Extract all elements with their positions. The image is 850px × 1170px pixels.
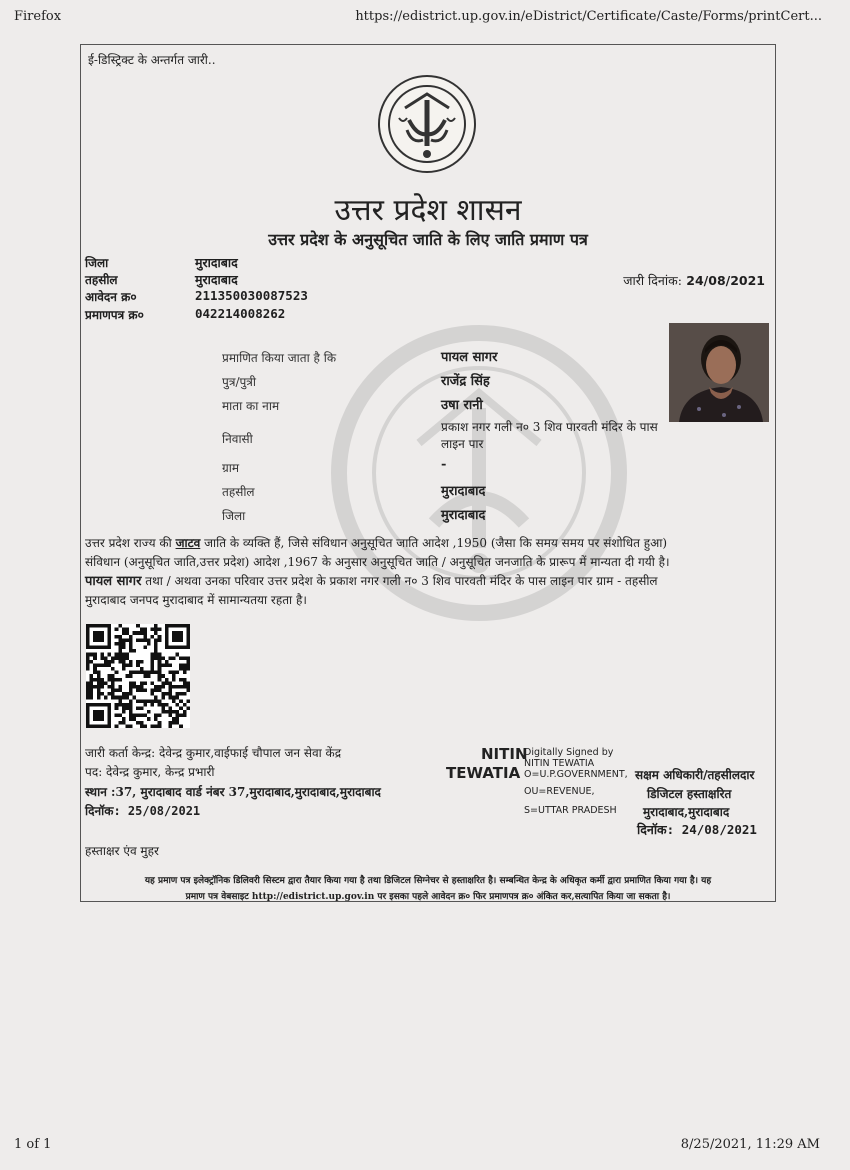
signature-org: O=U.P.GOVERNMENT, [524, 769, 628, 780]
signature-ou: OU=REVENUE, [524, 786, 595, 797]
certificate-statement [85, 534, 771, 610]
issued-under-edistrict: ई-डिस्ट्रिक्ट के अन्तर्गत जारी.. [88, 53, 216, 67]
village-value: - [441, 457, 447, 472]
detail-district-label: जिला [222, 509, 246, 523]
statement-line-4: मुरादाबाद जनपद मुरादाबाद में सामान्यतया रहता है। [85, 593, 307, 607]
application-no-label: आवेदन क्र० [85, 290, 137, 304]
signer-name-line1: NITIN [481, 745, 528, 763]
issue-date-value: 24/08/2021 [686, 273, 765, 288]
mother-name: उषा रानी [441, 398, 483, 413]
district-label: जिला [85, 256, 109, 270]
issuing-centre: जारी कर्ता केन्द्र: देवेन्द्र कुमार,वाईफाई चौपाल जन सेवा केंद्र [85, 746, 342, 760]
digital-sign-label: डिजिटल हस्ताक्षरित [647, 787, 732, 801]
village-label: ग्राम [222, 461, 240, 475]
meta-tehsil-label: तहसील [85, 273, 118, 287]
detail-tehsil-label: तहसील [222, 485, 255, 499]
certificate-no-value: 042214008262 [195, 306, 286, 321]
detail-tehsil-value: मुरादाबाद [441, 484, 486, 499]
certificate-subtitle: उत्तर प्रदेश के अनुसूचित जाति के लिए जाति प्रमाण पत्र [268, 230, 588, 249]
signed-name: NITIN TEWATIA [524, 758, 595, 769]
signature-state: S=UTTAR PRADESH [524, 805, 617, 816]
statement-line-2: संविधान (अनुसूचित जाति,उत्तर प्रदेश) आदेश ,1967 के अनुसार अनुसूचित जाति / अनुसूचित जनजाति के प्रारूप में मान्यता दी गयी है। [85, 555, 670, 569]
applicant-name: पायल सागर [441, 350, 498, 365]
statement-applicant-name: पायल सागर [85, 574, 142, 589]
certificate-no-label: प्रमाणपत्र क्र० [85, 308, 144, 322]
application-no-value: 211350030087523 [195, 288, 308, 303]
up-government-emblem-icon [377, 74, 477, 174]
issuer-date: दिनॉक: 25/08/2021 [85, 804, 201, 818]
officer-place: मुरादाबाद,मुरादाबाद [643, 805, 730, 819]
mother-label: माता का नाम [222, 399, 280, 413]
meta-tehsil-value: मुरादाबाद [195, 272, 238, 287]
applicant-portrait-icon [669, 323, 769, 422]
page-url: https://edistrict.up.gov.in/eDistrict/Certificate/Caste/Forms/printCert... [355, 9, 822, 24]
father-name: राजेंद्र सिंह [441, 374, 490, 389]
detail-district-value: मुरादाबाद [441, 508, 486, 523]
certify-label: प्रमाणित किया जाता है कि [222, 351, 337, 365]
relation-label: पुत्र/पुत्री [222, 375, 257, 389]
print-timestamp: 8/25/2021, 11:29 AM [680, 1137, 820, 1152]
qr-code-icon [86, 624, 190, 728]
applicant-photo [669, 323, 769, 422]
verification-note-line-2: प्रमाण पत्र वेबसाइट http://edistrict.up.gov.in पर इसका पहले आवेदन क्र० फिर प्रमाणपत्र क्र० अंकित कर,सत्यापित किया जा सकता है। [185, 892, 671, 902]
verification-note [91, 873, 765, 902]
residence-address: प्रकाश नगर गली न० 3 शिव पारवती मंदिर के पास लाइन पार [441, 420, 658, 451]
issuer-post: पद: देवेन्द्र कुमार, केन्द्र प्रभारी [85, 765, 215, 779]
signature-and-seal-note: हस्ताक्षर एंव मुहर [85, 844, 159, 858]
verification-note-line-1: यह प्रमाण पत्र इलेक्ट्रॉनिक डिलिवरी सिस्टम द्वारा तैयार किया गया है तथा डिजिटल सिग्नेचर से हस्ताक्षरित है। सम्बन्धित केन्द्र के अधिकृत कर्मी द्वारा प्रमाणित किया गया है। यह [144, 876, 712, 886]
issuer-place: स्थान :37, मुरादाबाद वार्ड नंबर 37,मुरादाबाद,मुरादाबाद,मुरादाबाद [85, 785, 381, 799]
issue-date-label: जारी दिनांक: [623, 273, 682, 288]
officer-sign-date: दिनॉक: 24/08/2021 [637, 822, 757, 837]
digitally-signed-label: Digitally Signed by [524, 747, 614, 758]
caste-certificate [80, 44, 776, 902]
issue-date [623, 272, 765, 289]
page-counter: 1 of 1 [14, 1137, 52, 1152]
officer-designation: सक्षम अधिकारी/तहसीलदार [635, 768, 755, 782]
residence-label: निवासी [222, 432, 253, 446]
caste-name: जाटव [175, 536, 201, 550]
statement-line-1: उत्तर प्रदेश राज्य की जाटव जाति के व्यक्ति हैं, जिसे संविधान अनुसूचित जाति आदेश ,1950 (जैसा कि समय समय पर संशोधित हुआ) [85, 536, 668, 550]
statement-line-3: पायल सागर तथा / अथवा उनका परिवार उत्तर प्रदेश के प्रकाश नगर गली न० 3 शिव पारवती मंदिर के पास लाइन पार ग्राम - तहसील [85, 574, 658, 589]
certificate-title: उत्तर प्रदेश शासन [334, 193, 522, 228]
district-value: मुरादाबाद [195, 255, 238, 270]
signer-name-line2: TEWATIA [446, 764, 521, 782]
browser-name: Firefox [14, 9, 62, 24]
